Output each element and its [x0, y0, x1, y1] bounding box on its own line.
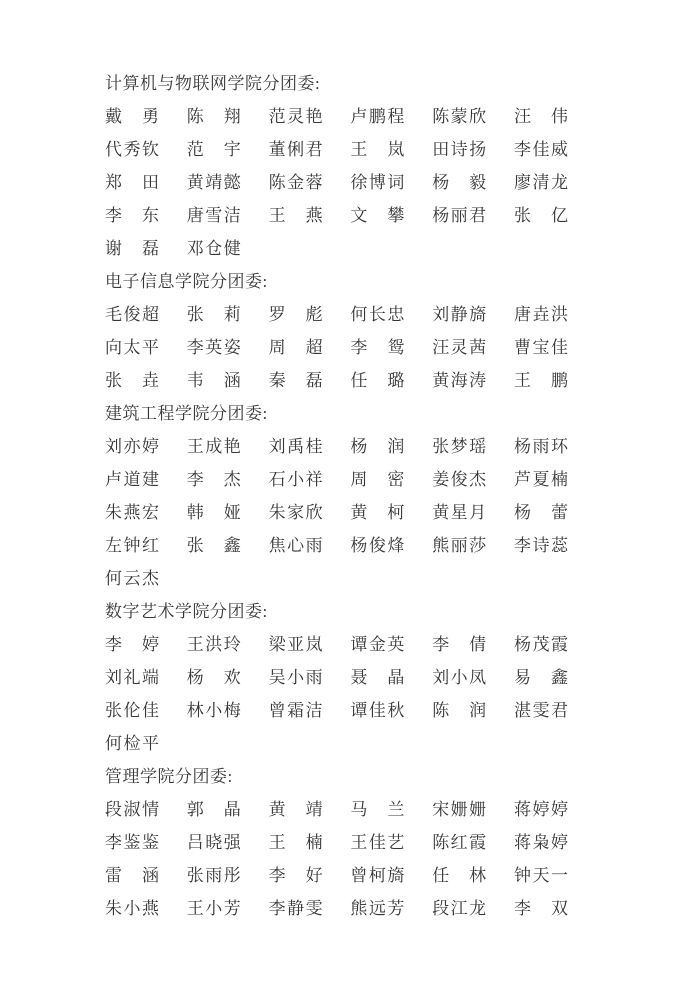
name-row	[105, 562, 568, 595]
person-name: 芦夏楠	[514, 470, 568, 489]
person-name: 杨毅	[432, 173, 487, 192]
person-name: 王洪玲	[186, 635, 241, 654]
person-name: 杨茂霞	[514, 635, 568, 654]
person-name: 李英姿	[186, 338, 241, 357]
person-name: 汪灵茜	[432, 338, 487, 357]
person-name: 刘小凤	[432, 668, 487, 687]
name-row	[105, 298, 568, 331]
person-name: 田诗扬	[432, 140, 487, 159]
person-name: 吴小雨	[268, 668, 323, 687]
name-row	[105, 166, 568, 199]
person-name: 宋姗姗	[432, 800, 487, 819]
person-name: 张莉	[186, 305, 241, 324]
person-name: 段江龙	[432, 899, 487, 918]
person-name: 范灵艳	[268, 107, 323, 126]
person-name: 李鉴鉴	[105, 833, 159, 852]
person-name: 朱小燕	[105, 899, 159, 918]
person-name: 陈翔	[186, 107, 241, 126]
person-name: 李双	[514, 899, 568, 918]
person-name: 湛雯君	[514, 701, 568, 720]
person-name: 王鹏	[514, 371, 568, 390]
person-name: 刘礼端	[105, 668, 159, 687]
person-name: 黄柯	[350, 503, 405, 522]
name-row	[105, 364, 568, 397]
name-row	[105, 892, 568, 925]
person-name: 黄靖懿	[186, 173, 241, 192]
person-name: 向太平	[105, 338, 159, 357]
name-row	[105, 826, 568, 859]
person-name: 王岚	[350, 140, 405, 159]
person-name: 毛俊超	[105, 305, 159, 324]
person-name: 杨雨环	[514, 437, 568, 456]
person-name: 董俐君	[268, 140, 323, 159]
person-name: 何长忠	[350, 305, 405, 324]
person-name: 林小梅	[186, 701, 241, 720]
person-name: 李倩	[432, 635, 487, 654]
person-name: 王成艳	[186, 437, 241, 456]
person-name: 曾霜洁	[268, 701, 323, 720]
person-name: 张垚	[105, 371, 159, 390]
person-name: 朱燕宏	[105, 503, 159, 522]
person-name: 刘亦婷	[105, 437, 159, 456]
person-name: 范宇	[186, 140, 241, 159]
name-row	[105, 859, 568, 892]
person-name: 何检平	[105, 734, 159, 753]
person-name: 张鑫	[186, 536, 241, 555]
person-name: 聂晶	[350, 668, 405, 687]
person-name: 李鸳	[350, 338, 405, 357]
section-header: 电子信息学院分团委:	[105, 272, 268, 291]
person-name: 陈红霞	[432, 833, 487, 852]
name-row	[105, 496, 568, 529]
person-name: 钟天一	[514, 866, 568, 885]
person-name: 黄星月	[432, 503, 487, 522]
person-name: 王小芳	[186, 899, 241, 918]
person-name: 何云杰	[105, 569, 159, 588]
person-name: 王楠	[268, 833, 323, 852]
name-row	[105, 133, 568, 166]
person-name: 刘禹桂	[268, 437, 323, 456]
person-name: 徐博词	[350, 173, 405, 192]
person-name: 蒋枭婷	[514, 833, 568, 852]
person-name: 张亿	[514, 206, 568, 225]
person-name: 李杰	[186, 470, 241, 489]
person-name: 张梦瑶	[432, 437, 487, 456]
section-header: 数字艺术学院分团委:	[105, 602, 268, 621]
person-name: 陈润	[432, 701, 487, 720]
name-row	[105, 727, 568, 760]
person-name: 唐垚洪	[514, 305, 568, 324]
person-name: 雷涵	[105, 866, 159, 885]
person-name: 秦磊	[268, 371, 323, 390]
section-header: 计算机与物联网学院分团委:	[105, 74, 321, 93]
person-name: 吕晓强	[186, 833, 241, 852]
person-name: 汪伟	[514, 107, 568, 126]
person-name: 周密	[350, 470, 405, 489]
person-name: 熊远芳	[350, 899, 405, 918]
person-name: 李静雯	[268, 899, 323, 918]
name-row	[105, 331, 568, 364]
person-name: 张雨彤	[186, 866, 241, 885]
person-name: 左钟红	[105, 536, 159, 555]
name-row	[105, 661, 568, 694]
person-name: 曹宝佳	[514, 338, 568, 357]
person-name: 熊丽莎	[432, 536, 487, 555]
person-name: 韦涵	[186, 371, 241, 390]
person-name: 杨蕾	[514, 503, 568, 522]
person-name: 李佳威	[514, 140, 568, 159]
name-row	[105, 694, 568, 727]
name-row	[105, 793, 568, 826]
person-name: 黄海涛	[432, 371, 487, 390]
name-row	[105, 199, 568, 232]
person-name: 刘静旖	[432, 305, 487, 324]
name-row	[105, 100, 568, 133]
person-name: 李好	[268, 866, 323, 885]
person-name: 杨丽君	[432, 206, 487, 225]
person-name: 王佳艺	[350, 833, 405, 852]
person-name: 唐雪洁	[186, 206, 241, 225]
person-name: 石小祥	[268, 470, 323, 489]
person-name: 陈金蓉	[268, 173, 323, 192]
person-name: 谢磊	[105, 239, 159, 258]
section-header: 建筑工程学院分团委:	[105, 404, 268, 423]
person-name: 李东	[105, 206, 159, 225]
person-name: 卢鹏程	[350, 107, 405, 126]
person-name: 朱家欣	[268, 503, 323, 522]
person-name: 张伦佳	[105, 701, 159, 720]
committee-name-list	[105, 67, 568, 925]
person-name: 韩娅	[186, 503, 241, 522]
person-name: 郑田	[105, 173, 159, 192]
name-row	[105, 430, 568, 463]
person-name: 曾柯旖	[350, 866, 405, 885]
name-row	[105, 529, 568, 562]
person-name: 谭佳秋	[350, 701, 405, 720]
person-name: 卢道建	[105, 470, 159, 489]
person-name: 焦心雨	[268, 536, 323, 555]
person-name: 王燕	[268, 206, 323, 225]
person-name: 易鑫	[514, 668, 568, 687]
person-name: 蒋婷婷	[514, 800, 568, 819]
person-name: 马兰	[350, 800, 405, 819]
person-name: 杨欢	[186, 668, 241, 687]
name-row	[105, 628, 568, 661]
person-name: 杨俊烽	[350, 536, 405, 555]
name-row	[105, 463, 568, 496]
section-header: 管理学院分团委:	[105, 767, 233, 786]
person-name: 罗彪	[268, 305, 323, 324]
person-name: 李婷	[105, 635, 159, 654]
person-name: 黄靖	[268, 800, 323, 819]
person-name: 任林	[432, 866, 487, 885]
person-name: 廖清龙	[514, 173, 568, 192]
person-name: 邓仓健	[186, 239, 241, 258]
person-name: 任璐	[350, 371, 405, 390]
person-name: 文攀	[350, 206, 405, 225]
person-name: 戴勇	[105, 107, 159, 126]
person-name: 李诗蕊	[514, 536, 568, 555]
person-name: 段淑情	[105, 800, 159, 819]
person-name: 杨润	[350, 437, 405, 456]
person-name: 梁亚岚	[268, 635, 323, 654]
person-name: 谭金英	[350, 635, 405, 654]
person-name: 郭晶	[186, 800, 241, 819]
person-name: 周超	[268, 338, 323, 357]
person-name: 陈蒙欣	[432, 107, 487, 126]
person-name: 代秀钦	[105, 140, 159, 159]
person-name: 姜俊杰	[432, 470, 487, 489]
name-row	[105, 232, 568, 265]
